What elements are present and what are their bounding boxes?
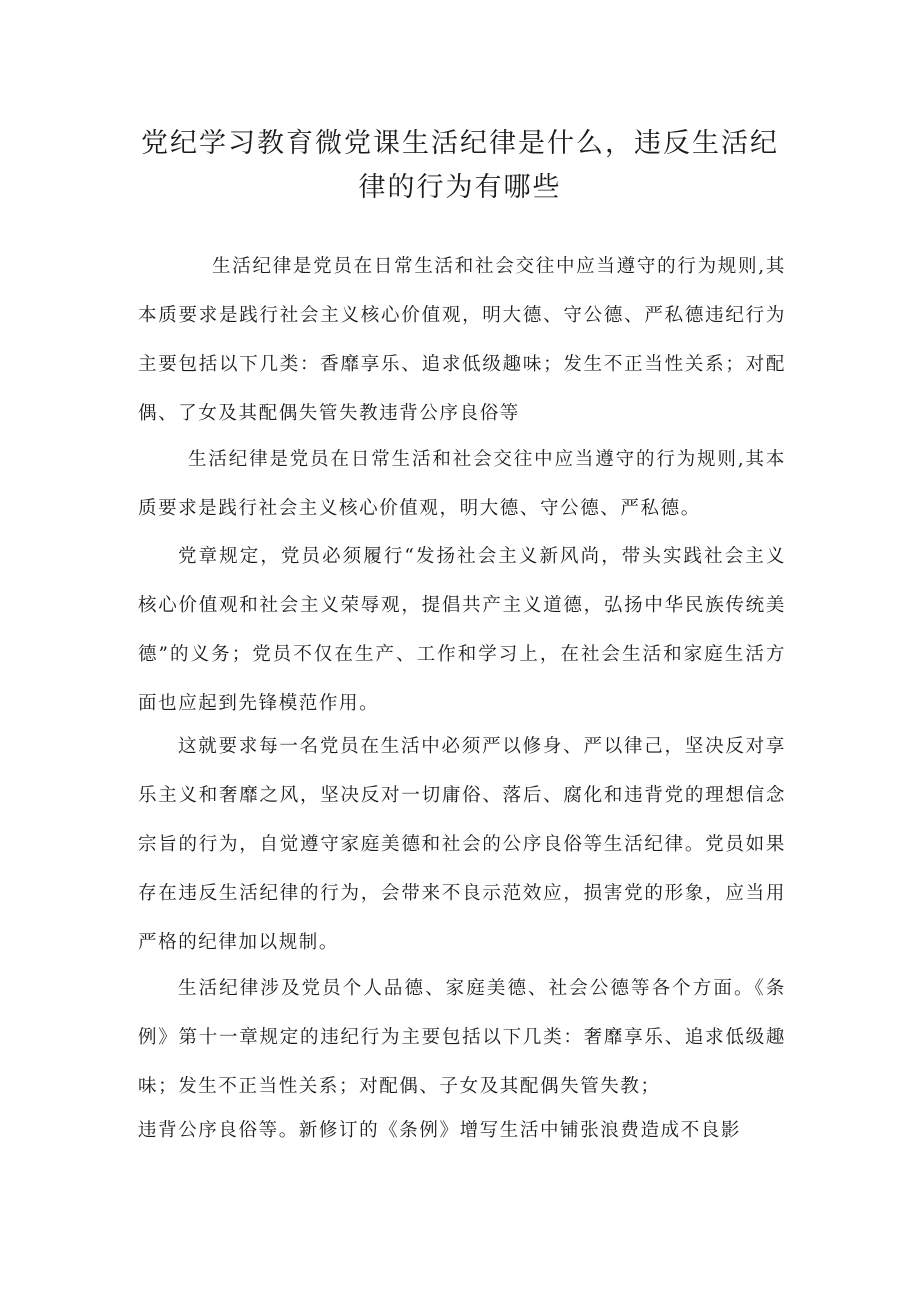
paragraph-revision: 违背公序良俗等。新修订的《条例》增写生活中铺张浪费造成不良影	[138, 1120, 742, 1141]
paragraph-requirements: 这就要求每一名党员在生活中必须严以修身、严以律己，坚决反对享乐主义和奢靡之风，坚决反对一切庸俗、落后、腐化和违背党的理想信念宗旨的行为，自觉遵守家庭美德和社会的公序良俗等生活纪律。党员如果存在违反生活纪律的行为，会带来不良示范效应，损害党的形象，应当用严格的纪律加以规制。	[138, 736, 786, 953]
paragraph-regulations: 生活纪律涉及党员个人品德、家庭美德、社会公德等各个方面。《条例》第十一章规定的违纪行为主要包括以下几类：奢靡享乐、追求低级趣味；发生不正当性关系；对配偶、子女及其配偶失管失教；	[138, 978, 786, 1097]
paragraph-summary: 生活纪律是党员在日常生活和社会交往中应当遵守的行为规则,其本质要求是践行社会主义核心价值观，明大德、守公德、严私德违纪行为主要包括以下几类：香靡享乐、追求低级趣味；发生不正当性关系；对配偶、了女及其配偶失管失教违背公序良俗等	[138, 256, 786, 424]
paragraph-party-constitution: 党章规定，党员必须履行“发扬社会主义新风尚，带头实践社会主义核心价值观和社会主义荣辱观，提倡共产主义道德，弘扬中华民族传统美德”的义务；党员不仅在生产、工作和学习上，在社会生活和家庭生活方面也应起到先锋模范作用。	[138, 546, 786, 714]
paragraph-definition: 生活纪律是党员在日常生活和社会交往中应当遵守的行为规则,其本质要求是践行社会主义核心价值观，明大德、守公德、严私德。	[138, 449, 786, 519]
document-title: 党纪学习教育微党课生活纪律是什么，违反生活纪律的行为有哪些	[141, 128, 779, 203]
